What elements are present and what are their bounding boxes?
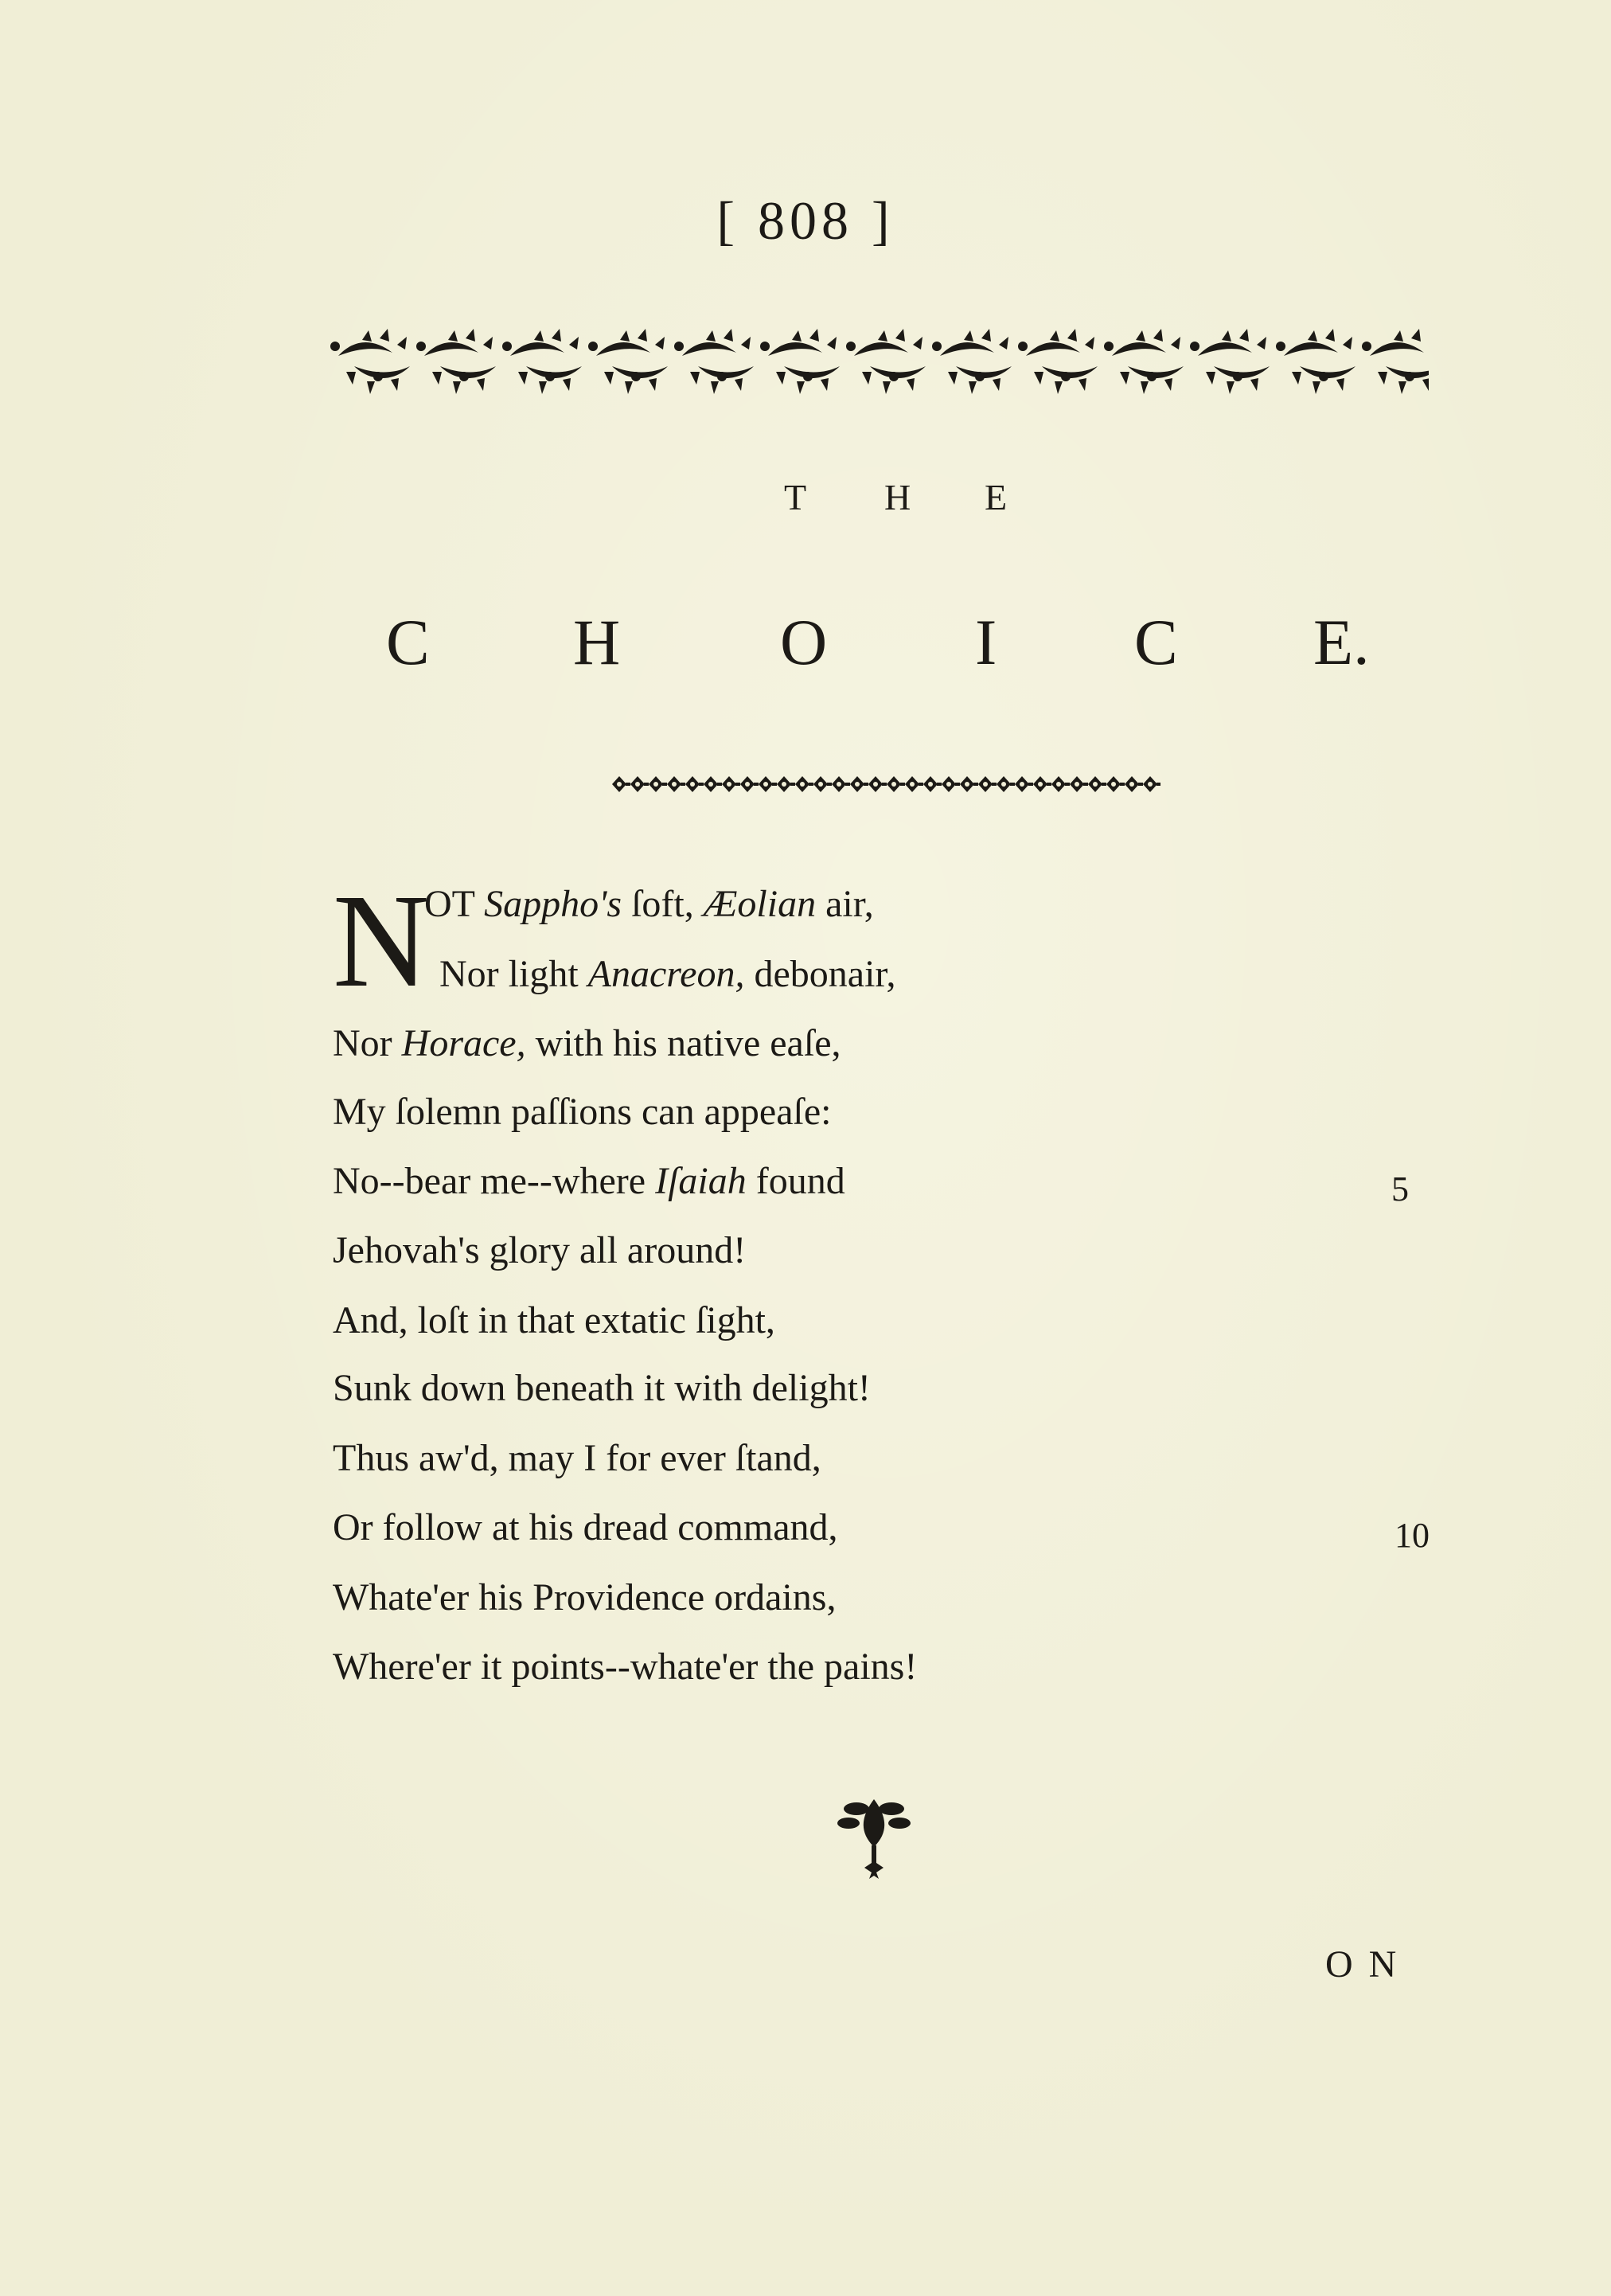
poem-italic-text: Anacreon, bbox=[587, 953, 745, 995]
poem-line bbox=[424, 885, 874, 923]
poem-text: Nor light bbox=[439, 953, 588, 995]
poem-italic-text: Horace, bbox=[401, 1022, 526, 1064]
poem-text: OT bbox=[424, 883, 485, 925]
poem-text: debonair, bbox=[744, 953, 896, 995]
title-the bbox=[784, 476, 1007, 518]
title-choice-letter: O bbox=[780, 606, 828, 678]
poem-line bbox=[333, 1506, 838, 1548]
poem-text: Thus aw'd, may I for ever ſtand, bbox=[333, 1437, 821, 1479]
line-number: 10 bbox=[1395, 1516, 1430, 1555]
poem-line bbox=[333, 1162, 845, 1201]
poem-line bbox=[333, 1439, 821, 1478]
tailpiece-ornament bbox=[826, 1791, 922, 1887]
drop-cap: N bbox=[333, 867, 430, 1015]
poem-text: Sunk down beneath it with delight! bbox=[333, 1367, 871, 1409]
poem-line bbox=[333, 1369, 871, 1408]
poem-line bbox=[333, 1299, 775, 1341]
poem-italic-text: Sappho's bbox=[484, 883, 622, 925]
poem-italic-text: Æolian bbox=[703, 883, 817, 925]
poem-text: air, bbox=[816, 883, 874, 925]
poem-text: My ſolemn paſſions can appeaſe: bbox=[333, 1091, 832, 1133]
catchword: ON bbox=[1325, 1943, 1413, 1986]
ornamental-rule bbox=[607, 772, 1160, 796]
floral-headpiece-ornament bbox=[322, 322, 1429, 402]
poem-line bbox=[333, 1229, 747, 1271]
poem-text: found bbox=[746, 1160, 845, 1202]
line-number: 5 bbox=[1391, 1169, 1409, 1209]
title-choice-letter: E. bbox=[1313, 606, 1370, 678]
poem-line bbox=[333, 1093, 831, 1131]
poem-line bbox=[333, 1022, 841, 1064]
poem-text: Jehovah's glory all around! bbox=[333, 1229, 747, 1271]
title-choice-letter: C bbox=[1134, 606, 1178, 678]
poem-line bbox=[333, 1648, 917, 1686]
title-choice-letter: I bbox=[975, 606, 997, 678]
poem-text: And, loſt in that extatic ſight, bbox=[333, 1299, 775, 1341]
poem-line bbox=[439, 955, 896, 994]
title-choice-letter: C bbox=[386, 606, 430, 678]
title-the-letter: T bbox=[784, 477, 807, 517]
poem-text: Nor bbox=[333, 1022, 402, 1064]
poem-text: with his native eaſe, bbox=[525, 1022, 841, 1064]
poem-line bbox=[333, 1576, 837, 1619]
title-the-letter: E bbox=[985, 477, 1008, 517]
poem-text: Whate'er his Providence ordains, bbox=[333, 1576, 837, 1619]
title-choice-letter: H bbox=[573, 606, 621, 678]
title-the-letter: H bbox=[884, 477, 911, 517]
page-number: [ 808 ] bbox=[716, 190, 895, 251]
poem-text: No--bear me--where bbox=[333, 1160, 656, 1202]
poem-italic-text: Iſaiah bbox=[655, 1160, 747, 1202]
poem-text: Where'er it points--whate'er the pains! bbox=[333, 1646, 918, 1688]
poem-text: ſoft, bbox=[622, 883, 704, 925]
poem-text: Or follow at his dread command, bbox=[333, 1506, 838, 1548]
